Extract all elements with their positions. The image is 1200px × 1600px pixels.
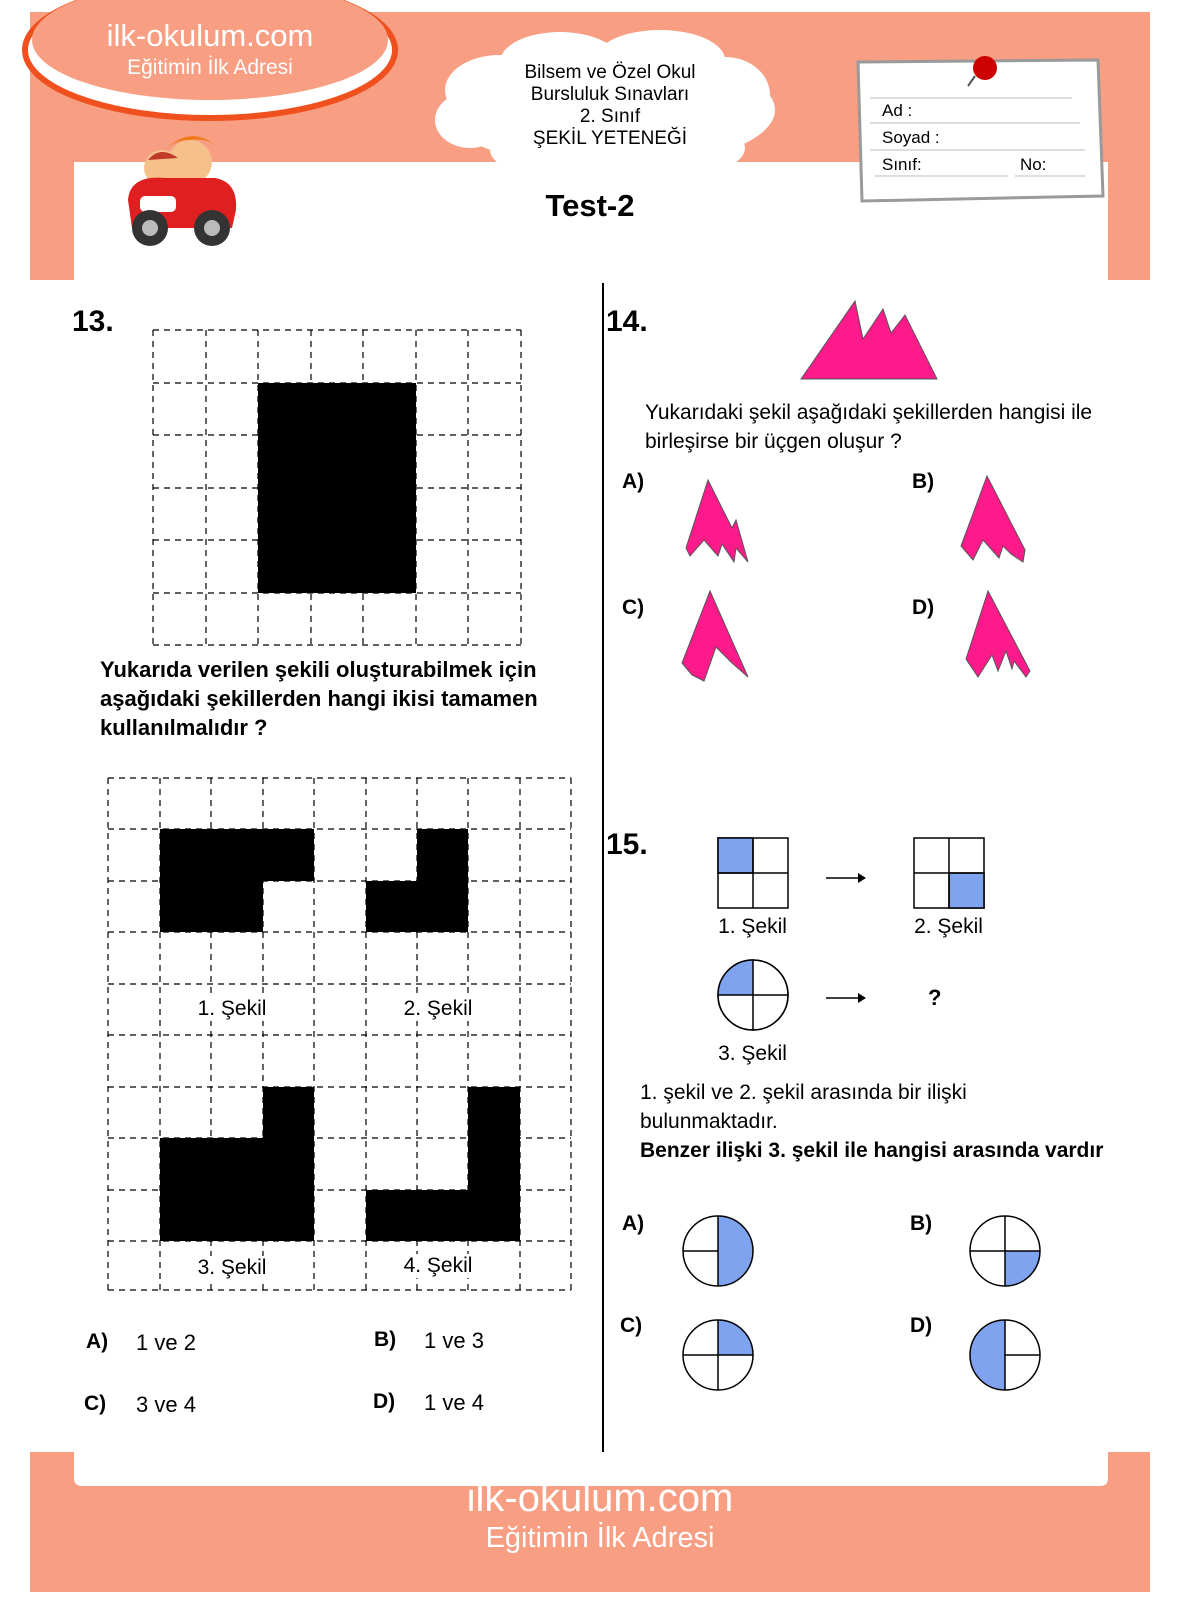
- shape-3-label: 3. Şekil: [176, 1256, 288, 1280]
- q13-option-d-letter[interactable]: D): [373, 1390, 396, 1413]
- q15-label-3: 3. Şekil: [718, 1042, 787, 1065]
- q15-label-1: 1. Şekil: [718, 915, 787, 938]
- q14-question: Yukarıdaki şekil aşağıdaki şekillerden hangisi ile birleşirse bir üçgen oluşur ?: [645, 401, 1093, 453]
- q15-option-d-circle[interactable]: [962, 1312, 1052, 1402]
- number-field-label: No:: [1020, 155, 1047, 174]
- q14-main-shape: [795, 295, 945, 385]
- q13-target-figure: [140, 320, 540, 655]
- shape-4-label: 4. Şekil: [382, 1254, 494, 1278]
- class-field-label: Sınıf:: [882, 155, 922, 174]
- q15-option-a-letter[interactable]: A): [622, 1212, 645, 1235]
- q13-option-a-text[interactable]: 1 ve 2: [136, 1330, 196, 1355]
- q13-option-d-text[interactable]: 1 ve 4: [424, 1390, 484, 1415]
- q15-option-b-circle[interactable]: [962, 1208, 1052, 1298]
- q14-option-b-shape[interactable]: [955, 470, 1040, 575]
- q15-option-d-letter[interactable]: D): [910, 1314, 933, 1337]
- site-name[interactable]: ilk-okulum.com: [106, 18, 314, 53]
- q14-number: 14.: [606, 305, 648, 338]
- footer-slogan: Eğitimin İlk Adresi: [485, 1522, 715, 1554]
- q15-option-a-circle[interactable]: [675, 1208, 765, 1298]
- shape-2-label: 2. Şekil: [382, 997, 494, 1021]
- q15-option-c-letter[interactable]: C): [620, 1314, 643, 1337]
- q15-option-b-letter[interactable]: B): [910, 1212, 933, 1235]
- q15-text1: 1. şekil ve 2. şekil arasında bir ilişki bulunmaktadır.: [640, 1081, 967, 1133]
- q15-label-2: 2. Şekil: [914, 915, 983, 938]
- shape-4: [366, 1087, 520, 1241]
- q14-option-c-letter[interactable]: C): [622, 596, 645, 619]
- q13-number: 13.: [72, 305, 114, 338]
- column-divider: [602, 283, 604, 1453]
- shape-3: [160, 1087, 314, 1241]
- q13-option-c-letter[interactable]: C): [84, 1392, 107, 1415]
- test-label: Test-2: [545, 188, 635, 223]
- q13-option-c-text[interactable]: 3 ve 4: [136, 1392, 196, 1417]
- q15-option-c-circle[interactable]: [675, 1312, 765, 1402]
- site-slogan: Eğitimin İlk Adresi: [127, 56, 293, 79]
- q14-option-c-shape[interactable]: [676, 585, 761, 690]
- q13-option-a-letter[interactable]: A): [86, 1330, 109, 1353]
- q13-option-shapes: [100, 770, 585, 1300]
- q14-option-d-shape[interactable]: [958, 585, 1043, 690]
- q14-option-d-letter[interactable]: D): [912, 596, 935, 619]
- footer-site-name[interactable]: ilk-okulum.com: [466, 1476, 734, 1520]
- q15-text2: Benzer ilişki 3. şekil ile hangisi arasında vardır: [640, 1139, 1104, 1162]
- shape-1: [160, 829, 314, 932]
- q14-option-a-letter[interactable]: A): [622, 470, 645, 493]
- surname-field-label: Soyad :: [882, 128, 940, 147]
- q14-option-a-shape[interactable]: [678, 470, 763, 575]
- shape-2: [366, 829, 468, 932]
- shape-1-label: 1. Şekil: [176, 997, 288, 1021]
- q13-option-b-letter[interactable]: B): [374, 1328, 397, 1351]
- exam-title: Bilsem ve Özel Okul Bursluluk Sınavları 2. Sınıf ŞEKİL YETENEĞİ: [524, 62, 696, 149]
- q15-unknown: ?: [928, 985, 942, 1010]
- pushpin-icon: [973, 56, 997, 80]
- q13-question: Yukarıda verilen şekili oluşturabilmek için aşağıdaki şekillerden hangi ikisi tamamen kullanılmalıdır ?: [100, 657, 538, 740]
- q13-option-b-text[interactable]: 1 ve 3: [424, 1328, 484, 1353]
- name-field-label: Ad :: [882, 101, 913, 120]
- black-rectangle: [258, 383, 416, 593]
- q14-option-b-letter[interactable]: B): [912, 470, 935, 493]
- q15-number: 15.: [606, 828, 648, 861]
